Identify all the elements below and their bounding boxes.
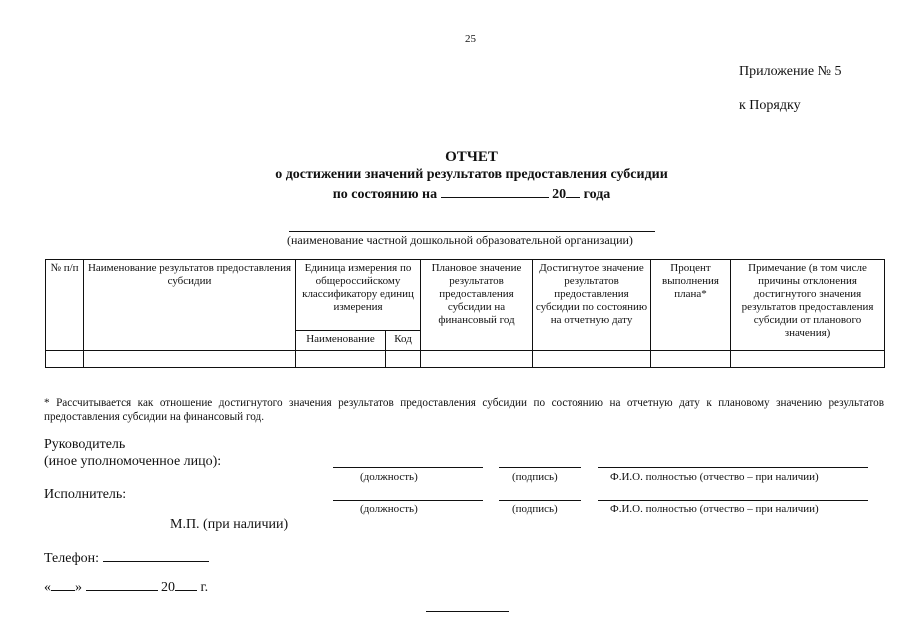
executor-fio-caption: Ф.И.О. полностью (отчество – при наличии) — [610, 503, 819, 515]
title-subheading: о достижении значений результатов предоставления субсидии — [275, 167, 668, 182]
table-header-row — [46, 260, 885, 331]
report-title — [0, 148, 905, 204]
order-reference: к Порядку — [739, 98, 801, 113]
executor-fio-line[interactable] — [598, 500, 868, 501]
table-row — [46, 351, 885, 368]
phone-field — [44, 548, 209, 567]
phone-label: Телефон: — [44, 551, 100, 566]
executor-signature-line[interactable] — [499, 500, 581, 501]
cell-planned[interactable] — [421, 351, 533, 368]
header-unit-code: Код — [386, 331, 421, 351]
report-table — [45, 259, 885, 368]
date-blank — [441, 184, 549, 198]
organization-name-line — [289, 231, 655, 232]
head-signature-line[interactable] — [499, 467, 581, 468]
title-date-line — [38, 184, 905, 204]
cell-note[interactable] — [731, 351, 885, 368]
cell-number[interactable] — [46, 351, 84, 368]
date-day-blank[interactable] — [51, 577, 75, 591]
header-result-name: Наименование результатов предоставления субсидии — [84, 260, 296, 351]
date-field — [44, 577, 208, 596]
executor-label: Исполнитель: — [44, 487, 127, 502]
cell-unit-name[interactable] — [296, 351, 386, 368]
header-achieved: Достигнутое значение результатов предоставления субсидии по состоянию на отчетную дату — [533, 260, 651, 351]
appendix-label: Приложение № 5 — [739, 64, 842, 79]
executor-position-caption: (должность) — [360, 503, 418, 515]
head-signature-caption: (подпись) — [512, 471, 558, 483]
date-suffix: г. — [200, 580, 209, 595]
head-position-caption: (должность) — [360, 471, 418, 483]
executor-position-line[interactable] — [333, 500, 483, 501]
phone-blank[interactable] — [103, 548, 209, 562]
head-fio-caption: Ф.И.О. полностью (отчество – при наличии) — [610, 471, 819, 483]
title-date-prefix: по состоянию на — [332, 187, 438, 202]
stamp-label: М.П. (при наличии) — [170, 517, 289, 532]
title-year: 20 — [552, 187, 567, 202]
year-blank — [566, 184, 580, 198]
cell-unit-code[interactable] — [386, 351, 421, 368]
cell-percent[interactable] — [651, 351, 731, 368]
date-close-quote: » — [75, 580, 82, 595]
cell-result-name[interactable] — [84, 351, 296, 368]
page-number: 25 — [465, 33, 476, 45]
header-number: № п/п — [46, 260, 84, 351]
date-open-quote: « — [44, 580, 51, 595]
footnote: * Рассчитывается как отношение достигнутого значения результатов предоставления субсидии по состоянию на отчетную дату к плановому значению результатов предоставления субсидии на финансовый год. — [44, 397, 884, 423]
bottom-divider — [426, 611, 509, 612]
cell-achieved[interactable] — [533, 351, 651, 368]
date-year: 20 — [161, 580, 175, 595]
header-planned: Плановое значение результатов предоставления субсидии на финансовый год — [421, 260, 533, 351]
header-percent: Процент выполнения плана* — [651, 260, 731, 351]
header-unit: Единица измерения по общероссийскому классификатору единиц измерения — [296, 260, 421, 331]
date-year-blank[interactable] — [175, 577, 197, 591]
head-label-sub: (иное уполномоченное лицо): — [44, 454, 222, 469]
executor-signature-caption: (подпись) — [512, 503, 558, 515]
head-position-line[interactable] — [333, 467, 483, 468]
organization-caption: (наименование частной дошкольной образовательной организации) — [287, 233, 633, 247]
header-note: Примечание (в том числе причины отклонения достигнутого значения результатов предоставления субсидии от планового значения) — [731, 260, 885, 351]
head-label: Руководитель — [44, 437, 126, 452]
head-fio-line[interactable] — [598, 467, 868, 468]
header-unit-name: Наименование — [296, 331, 386, 351]
title-heading: ОТЧЕТ — [445, 149, 498, 165]
date-month-blank[interactable] — [86, 577, 158, 591]
title-year-suffix: года — [583, 187, 611, 202]
